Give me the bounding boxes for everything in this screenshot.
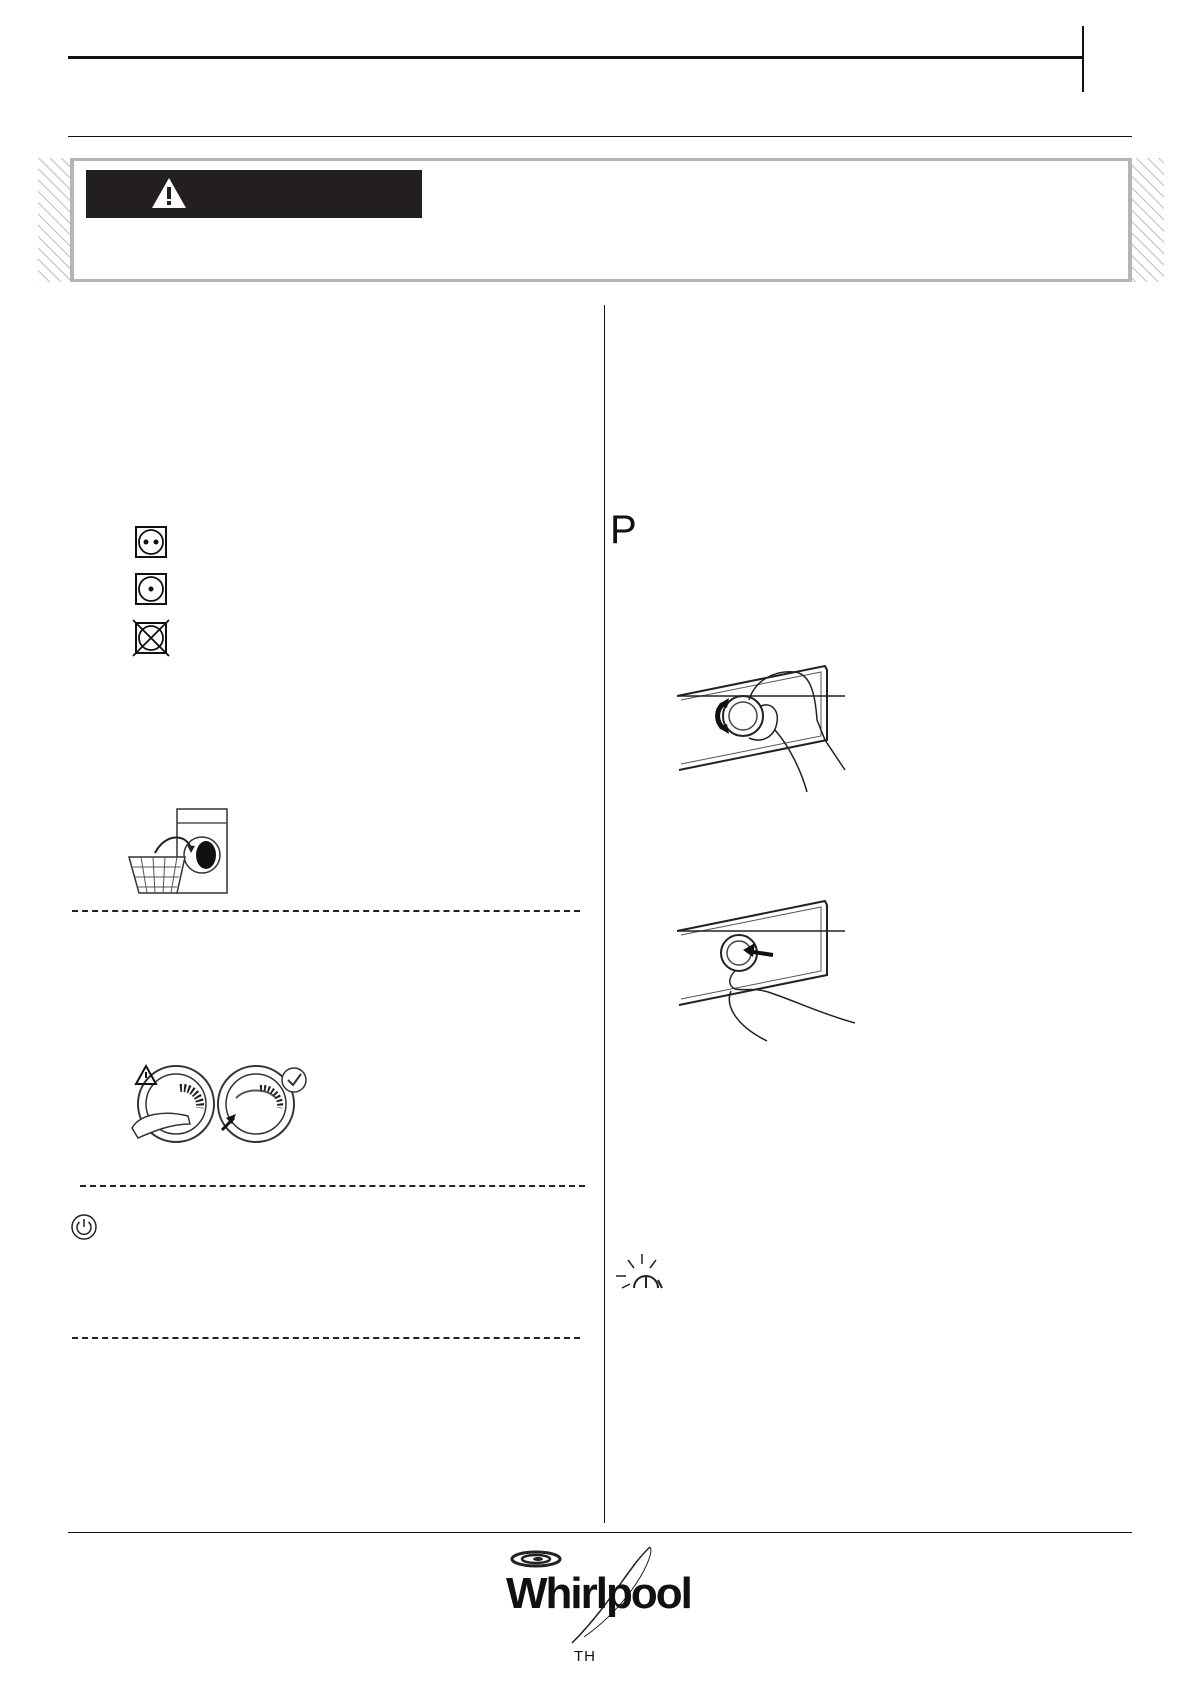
- section-divider-3: [72, 1337, 580, 1339]
- indicator-light-icon: [612, 1252, 672, 1296]
- warning-header-bar: [86, 170, 422, 218]
- clean-filter-illustration: [130, 1058, 315, 1148]
- brand-logo: [500, 1545, 710, 1650]
- header-vertical-tick: [1082, 26, 1084, 92]
- header-bottom-rule: [68, 136, 1132, 137]
- warning-box: [38, 158, 1164, 282]
- power-icon: [70, 1213, 98, 1241]
- footer-rule: [68, 1532, 1132, 1533]
- header-top-rule: [68, 56, 1083, 59]
- do-not-tumble-dry-icon: [131, 618, 171, 658]
- warning-triangle-icon: [150, 176, 188, 210]
- brand-name: Whirlpool: [506, 1569, 691, 1618]
- load-laundry-illustration: [125, 805, 235, 900]
- tumble-dry-low-icon: [134, 572, 170, 608]
- tumble-dry-high-icon: [134, 525, 170, 561]
- section-divider-1: [72, 910, 580, 912]
- section-divider-2: [80, 1185, 585, 1187]
- program-letter: P: [610, 508, 637, 552]
- rotate-program-knob-illustration: [675, 660, 875, 800]
- column-divider: [604, 305, 605, 1523]
- press-program-knob-illustration: [675, 895, 875, 1045]
- language-code: TH: [574, 1648, 596, 1665]
